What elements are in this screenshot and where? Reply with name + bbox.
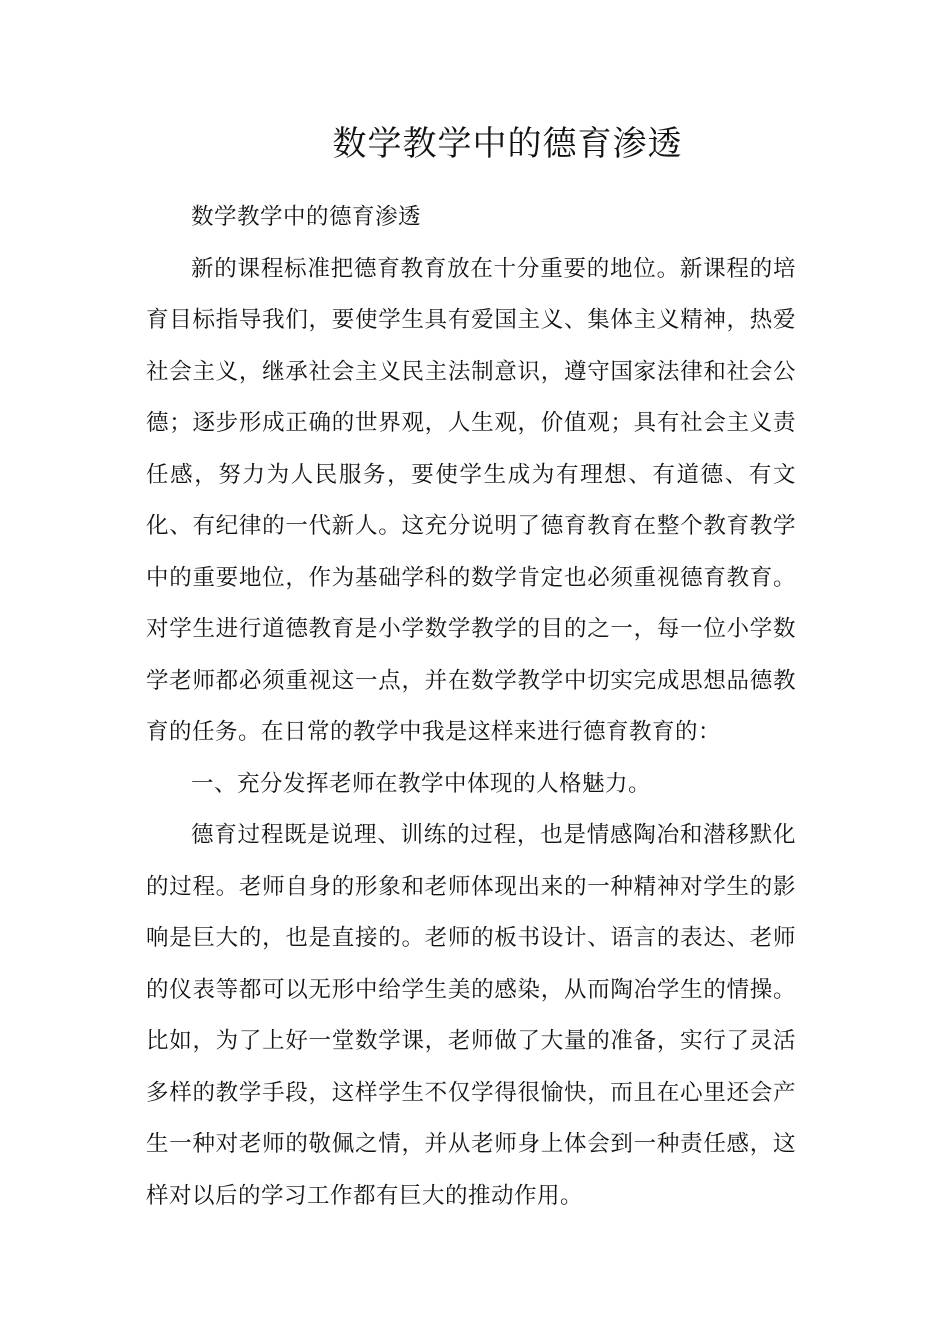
document-body	[146, 192, 796, 1222]
paragraph-section-heading: 一、充分发挥老师在教学中体现的人格魅力。	[191, 770, 652, 797]
paragraph-intro: 新的课程标准把德育教育放在十分重要的地位。新课程的培育目标指导我们，要使学生具有爱国主义、集体主义精神，热爱社会主义，继承社会主义民主法制意识，遵守国家法律和社会公德；逐步形成正确的世界观，人生观，价值观；具有社会主义责任感，努力为人民服务，要使学生成为有理想、有道德、有文化、有纪律的一代新人。这充分说明了德育教育在整个教育教学中的重要地位，作为基础学科的数学肯定也必须重视德育教育。对学生进行道德教育是小学数学教学的目的之一，每一位小学数学老师都必须重视这一点，并在数学教学中切实完成思想品德教育的任务。在日常的教学中我是这样来进行德育教育的：	[146, 255, 796, 745]
paragraph-subtitle: 数学教学中的德育渗透	[191, 204, 422, 230]
paragraph-section-body: 德育过程既是说理、训练的过程，也是情感陶冶和潜移默化的过程。老师自身的形象和老师体现出来的一种精神对学生的影响是巨大的，也是直接的。老师的板书设计、语言的表达、老师的仪表等都可以无形中给学生美的感染，从而陶冶学生的情操。比如，为了上好一堂数学课，老师做了大量的准备，实行了灵活多样的教学手段，这样学生不仅学得很愉快，而且在心里还会产生一种对老师的敬佩之情，并从老师身上体会到一种责任感，这样对以后的学习工作都有巨大的推动作用。	[146, 822, 796, 1209]
document-title: 数学教学中的德育渗透	[332, 124, 683, 164]
